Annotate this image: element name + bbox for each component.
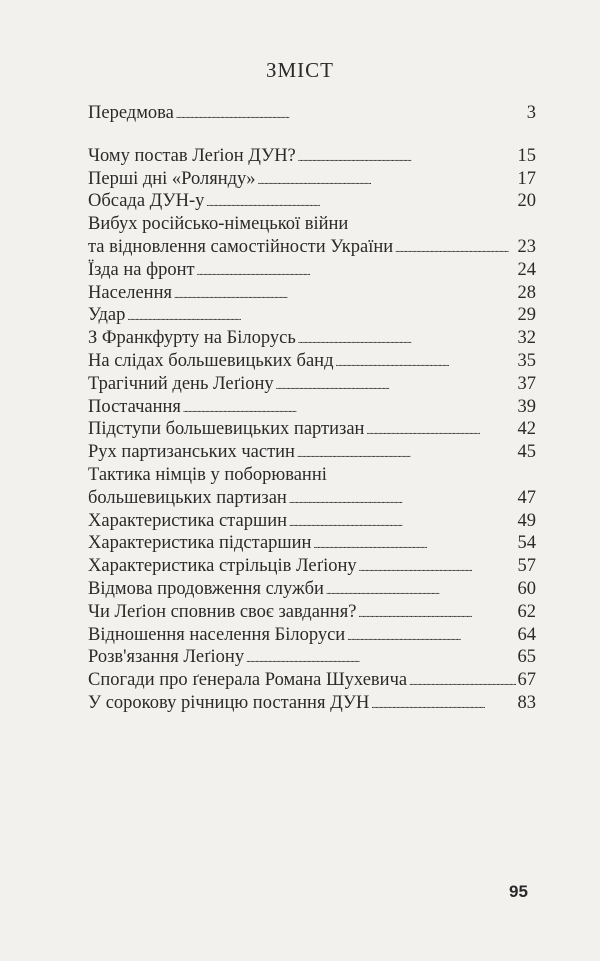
toc-entry-title: Їзда на фронт [88, 259, 195, 280]
toc-entry-title: Характеристика стрільців Леґіону [88, 556, 357, 577]
toc-entry-title: Постачання [88, 396, 181, 417]
toc-entry [88, 692, 536, 715]
dot-leader [366, 418, 515, 443]
dot-leader [358, 601, 515, 626]
toc-entry-title: Відмова продовження служби [88, 578, 324, 599]
toc-entry-page: 67 [517, 670, 536, 691]
dot-leader [176, 102, 525, 127]
toc-entry-title: Передмова [88, 103, 174, 123]
toc-entry [88, 373, 536, 396]
toc-entry-title: Удар [88, 305, 126, 326]
dot-leader [395, 236, 515, 261]
toc-entry [88, 646, 536, 669]
dot-leader [289, 510, 516, 535]
toc-entry [88, 510, 536, 533]
toc-entry-title: Спогади про ґенерала Романа Шухевича [88, 670, 408, 691]
dot-leader [289, 487, 516, 512]
toc-entry [88, 532, 536, 555]
toc-entry [88, 578, 536, 601]
toc-entry-page: 64 [517, 624, 536, 645]
toc-entry-title: Характеристика підстаршин [88, 533, 312, 554]
toc-entry-page: 49 [517, 510, 536, 531]
dot-leader [197, 259, 516, 284]
toc-entry-page: 45 [517, 442, 536, 463]
toc-entry [88, 601, 536, 624]
toc-entry-page: 39 [517, 396, 536, 417]
dot-leader [276, 373, 516, 398]
toc-entry [88, 282, 536, 305]
toc-entry-title-line: Вибух російсько-німецької війни [88, 214, 349, 235]
spacer [88, 125, 536, 145]
toc-entry-title: Чому постав Леґіон ДУН? [88, 145, 296, 166]
dot-leader [326, 578, 516, 603]
page-title: ЗМІСТ [265, 58, 335, 82]
dot-leader [298, 327, 516, 352]
dot-leader [183, 396, 516, 421]
toc-entry [88, 236, 536, 259]
toc-entry [88, 190, 536, 213]
toc-entry [88, 396, 536, 419]
toc-entry [88, 168, 536, 191]
toc-entry-page: 32 [517, 328, 536, 349]
toc-entry-page: 83 [517, 692, 536, 713]
toc-entry-title: Характеристика старшин [88, 510, 287, 531]
toc-entry [88, 350, 536, 373]
toc-entry-title: З Франкфурту на Білорусь [88, 328, 296, 349]
toc-entry-page: 57 [517, 556, 536, 577]
toc-entry-page: 17 [517, 168, 536, 189]
dot-leader [206, 190, 515, 215]
page-number: 95 [509, 882, 528, 901]
toc-entry-page: 23 [517, 236, 536, 257]
toc-entry-title: У сорокову річницю постання ДУН [88, 692, 370, 713]
dot-leader [409, 669, 515, 694]
toc-entry [88, 102, 536, 125]
dot-leader [313, 532, 515, 557]
toc-entry [88, 259, 536, 282]
toc-entry-page: 65 [517, 647, 536, 668]
toc-entry-page: 54 [517, 533, 536, 554]
toc-entry [88, 624, 536, 647]
toc-entry [88, 418, 536, 441]
dot-leader [359, 555, 516, 580]
toc-entry-title: Чи Леґіон сповнив своє завдання? [88, 601, 357, 622]
toc-entry-title: Розв'язання Леґіону [88, 647, 245, 668]
dot-leader [174, 282, 516, 307]
dot-leader [246, 646, 515, 671]
toc-entry-page: 35 [517, 350, 536, 371]
dot-leader [347, 624, 515, 649]
toc-entry [88, 669, 536, 692]
toc-entry [88, 145, 536, 168]
toc-entry [88, 555, 536, 578]
toc-entry-title-line: Тактика німців у поборюванні [88, 464, 327, 485]
toc-entry-page: 47 [517, 487, 536, 508]
toc-entry-title: Обсада ДУН-у [88, 191, 205, 212]
dot-leader [297, 441, 516, 466]
dot-leader [258, 168, 516, 193]
toc-entry [88, 441, 536, 464]
dot-leader [336, 350, 516, 375]
dot-leader [371, 692, 515, 717]
toc-entry [88, 304, 536, 327]
dot-leader [298, 145, 516, 170]
toc-entry-title: Населення [88, 282, 172, 303]
toc-entry-page: 3 [526, 103, 536, 123]
toc-entry-title: На слідах большевицьких банд [88, 350, 334, 371]
dot-leader [127, 304, 515, 329]
toc-entry-page: 42 [517, 419, 536, 440]
toc-entry-page: 62 [517, 601, 536, 622]
toc-entry-page: 37 [517, 373, 536, 394]
toc-entry-title: Рух партизанських частин [88, 442, 295, 463]
toc-entry-page: 24 [517, 259, 536, 280]
toc-entry-title: та відновлення самостійности України [88, 236, 394, 257]
toc-entry [88, 327, 536, 350]
toc-entry [88, 487, 536, 510]
toc-entry-page: 60 [517, 578, 536, 599]
toc-entry-page: 15 [517, 145, 536, 166]
toc-entry-title: Відношення населення Білоруси [88, 624, 346, 645]
toc-entry-page: 29 [517, 305, 536, 326]
toc-entry-title: Перші дні «Роляндy» [88, 168, 256, 189]
toc-entry-title: Підступи большевицьких партизан [88, 419, 365, 440]
table-of-contents [88, 102, 536, 715]
toc-entry-title: большевицьких партизан [88, 487, 287, 508]
toc-entry-page: 28 [517, 282, 536, 303]
toc-entry-title: Трагічний день Леґіону [88, 373, 274, 394]
toc-entry-page: 20 [517, 191, 536, 212]
